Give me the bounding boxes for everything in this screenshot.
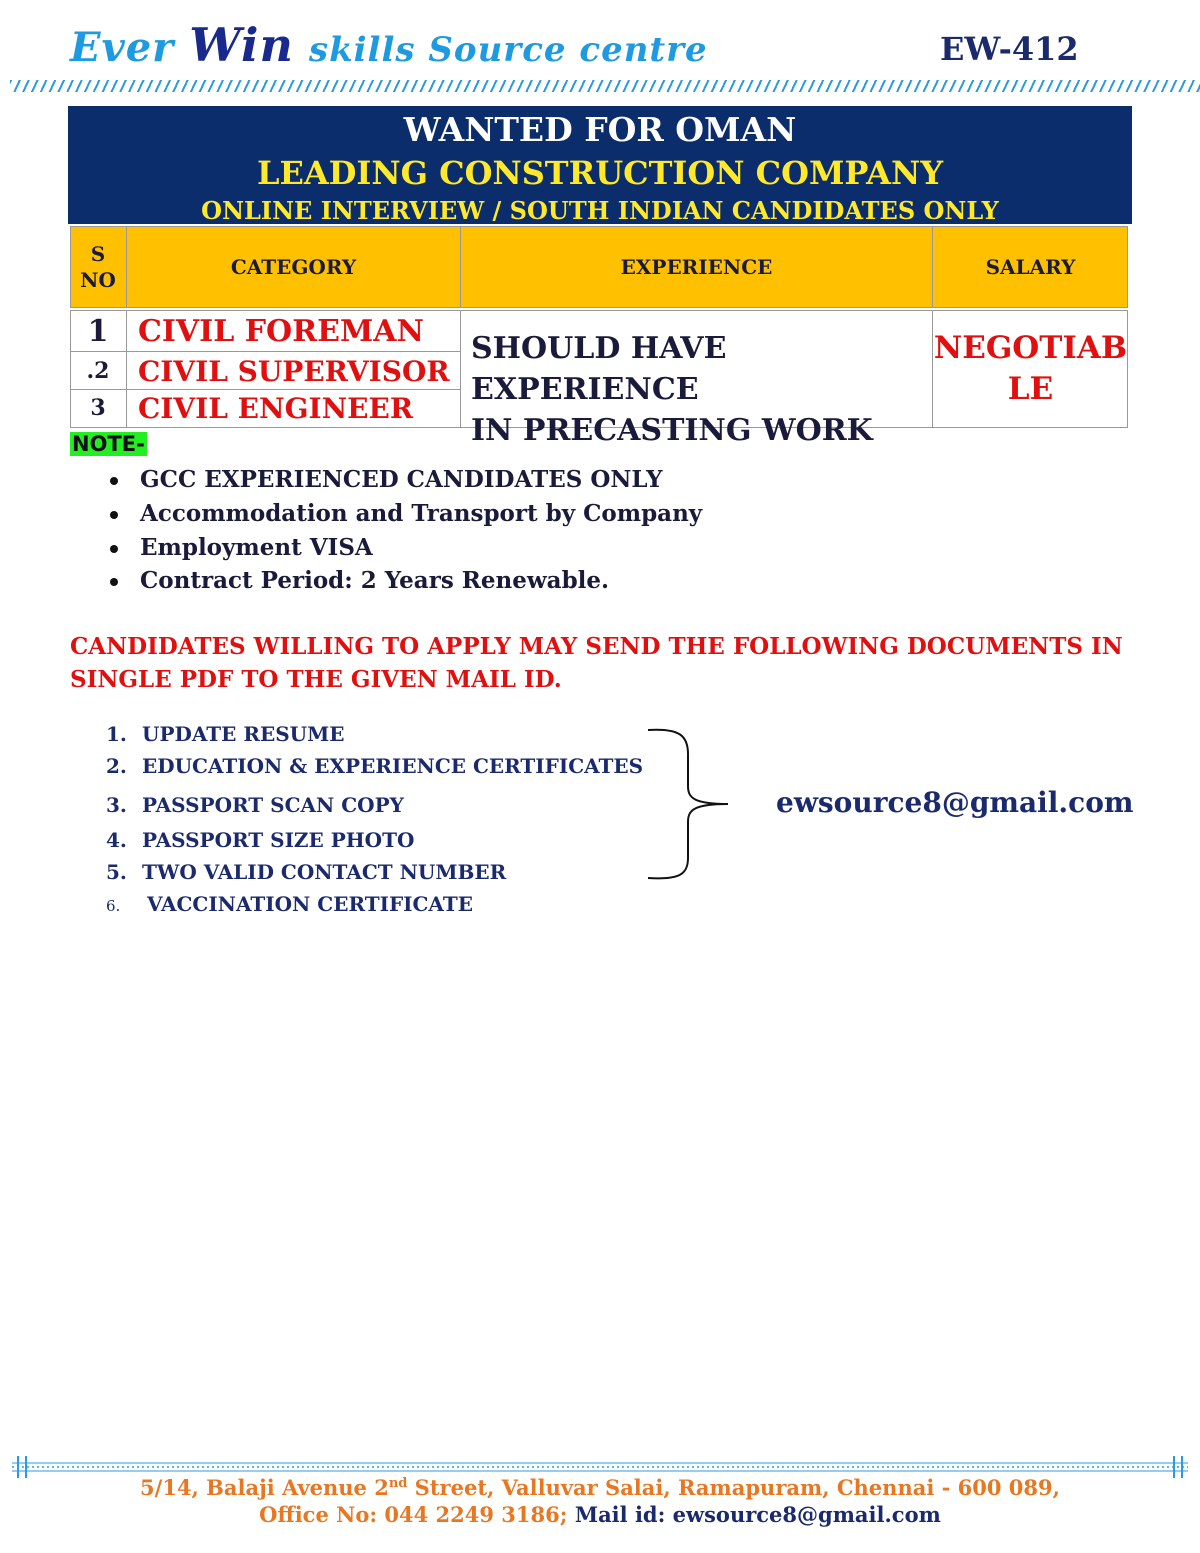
col-divider	[126, 310, 127, 428]
header-divider	[10, 80, 1200, 92]
row-3-sno: 3	[90, 395, 106, 421]
document-item: 4. PASSPORT SIZE PHOTO	[106, 828, 415, 852]
experience-line1: SHOULD HAVE EXPERIENCE	[471, 331, 727, 407]
header-experience: EXPERIENCE	[461, 226, 933, 308]
banner-subtitle: LEADING CONSTRUCTION COMPANY	[256, 154, 944, 192]
header-sno	[70, 226, 127, 308]
note-item: Employment VISA	[110, 534, 373, 561]
note-item: Contract Period: 2 Years Renewable.	[110, 567, 609, 594]
company-logo	[70, 18, 708, 72]
header-sno-line1: S	[90, 242, 106, 266]
document-item: 6. VACCINATION CERTIFICATE	[106, 892, 473, 916]
row-3-category: CIVIL ENGINEER	[138, 392, 414, 425]
curly-brace-icon	[640, 724, 740, 884]
document-item: 1. UPDATE RESUME	[106, 722, 345, 746]
salary-cell	[933, 328, 1128, 410]
experience-cell	[471, 328, 931, 451]
bullet-icon	[110, 511, 118, 519]
note-item: GCC EXPERIENCED CANDIDATES ONLY	[110, 466, 663, 493]
brand-ever: Ever	[70, 24, 175, 71]
salary-line1: NEGOTIAB	[933, 330, 1128, 366]
banner-title: WANTED FOR OMAN	[403, 110, 797, 149]
salary-line2: LE	[1007, 371, 1054, 407]
document-item: 5. TWO VALID CONTACT NUMBER	[106, 860, 507, 884]
note-item: Accommodation and Transport by Company	[110, 500, 702, 527]
apply-line2: SINGLE PDF TO THE GIVEN MAIL ID.	[70, 666, 562, 693]
bullet-icon	[110, 545, 118, 553]
brand-rest: skills Source centre	[308, 30, 708, 70]
job-code: EW-412	[940, 30, 1079, 68]
banner-note: ONLINE INTERVIEW / SOUTH INDIAN CANDIDATES ONLY	[201, 196, 999, 225]
footer-office: Office No: 044 2249 3186;	[259, 1502, 568, 1527]
experience-line2: IN PRECASTING WORK	[471, 413, 873, 448]
row-1-sno: 1	[87, 314, 109, 349]
note-label: NOTE-	[72, 432, 145, 456]
contact-email[interactable]: ewsource8@gmail.com	[776, 786, 1134, 819]
bullet-icon	[110, 477, 118, 485]
header-salary: SALARY	[985, 255, 1076, 279]
row-2-sno: .2	[86, 358, 110, 384]
row-divider	[70, 351, 460, 352]
footer-mail[interactable]: Mail id: ewsource8@gmail.com	[567, 1502, 941, 1527]
row-2-category: CIVIL SUPERVISOR	[138, 355, 450, 388]
footer-contact	[0, 1502, 1200, 1527]
brand-win: Win	[189, 18, 294, 72]
row-divider	[70, 389, 460, 390]
footer-address: 5/14, Balaji Avenue 2nd Street, Valluvar Salai, Ramapuram, Chennai - 600 089,	[140, 1475, 1060, 1500]
col-divider	[460, 310, 461, 428]
header-sno-line2: NO	[80, 268, 116, 292]
apply-instructions	[70, 630, 1130, 696]
bullet-icon	[110, 578, 118, 586]
document-item: 3. PASSPORT SCAN COPY	[106, 793, 404, 817]
row-1-category: CIVIL FOREMAN	[138, 314, 424, 349]
apply-line1: CANDIDATES WILLING TO APPLY MAY SEND THE FOLLOWING DOCUMENTS IN	[70, 633, 1123, 660]
document-item: 2. EDUCATION & EXPERIENCE CERTIFICATES	[106, 754, 644, 778]
header-category: CATEGORY	[127, 226, 461, 308]
